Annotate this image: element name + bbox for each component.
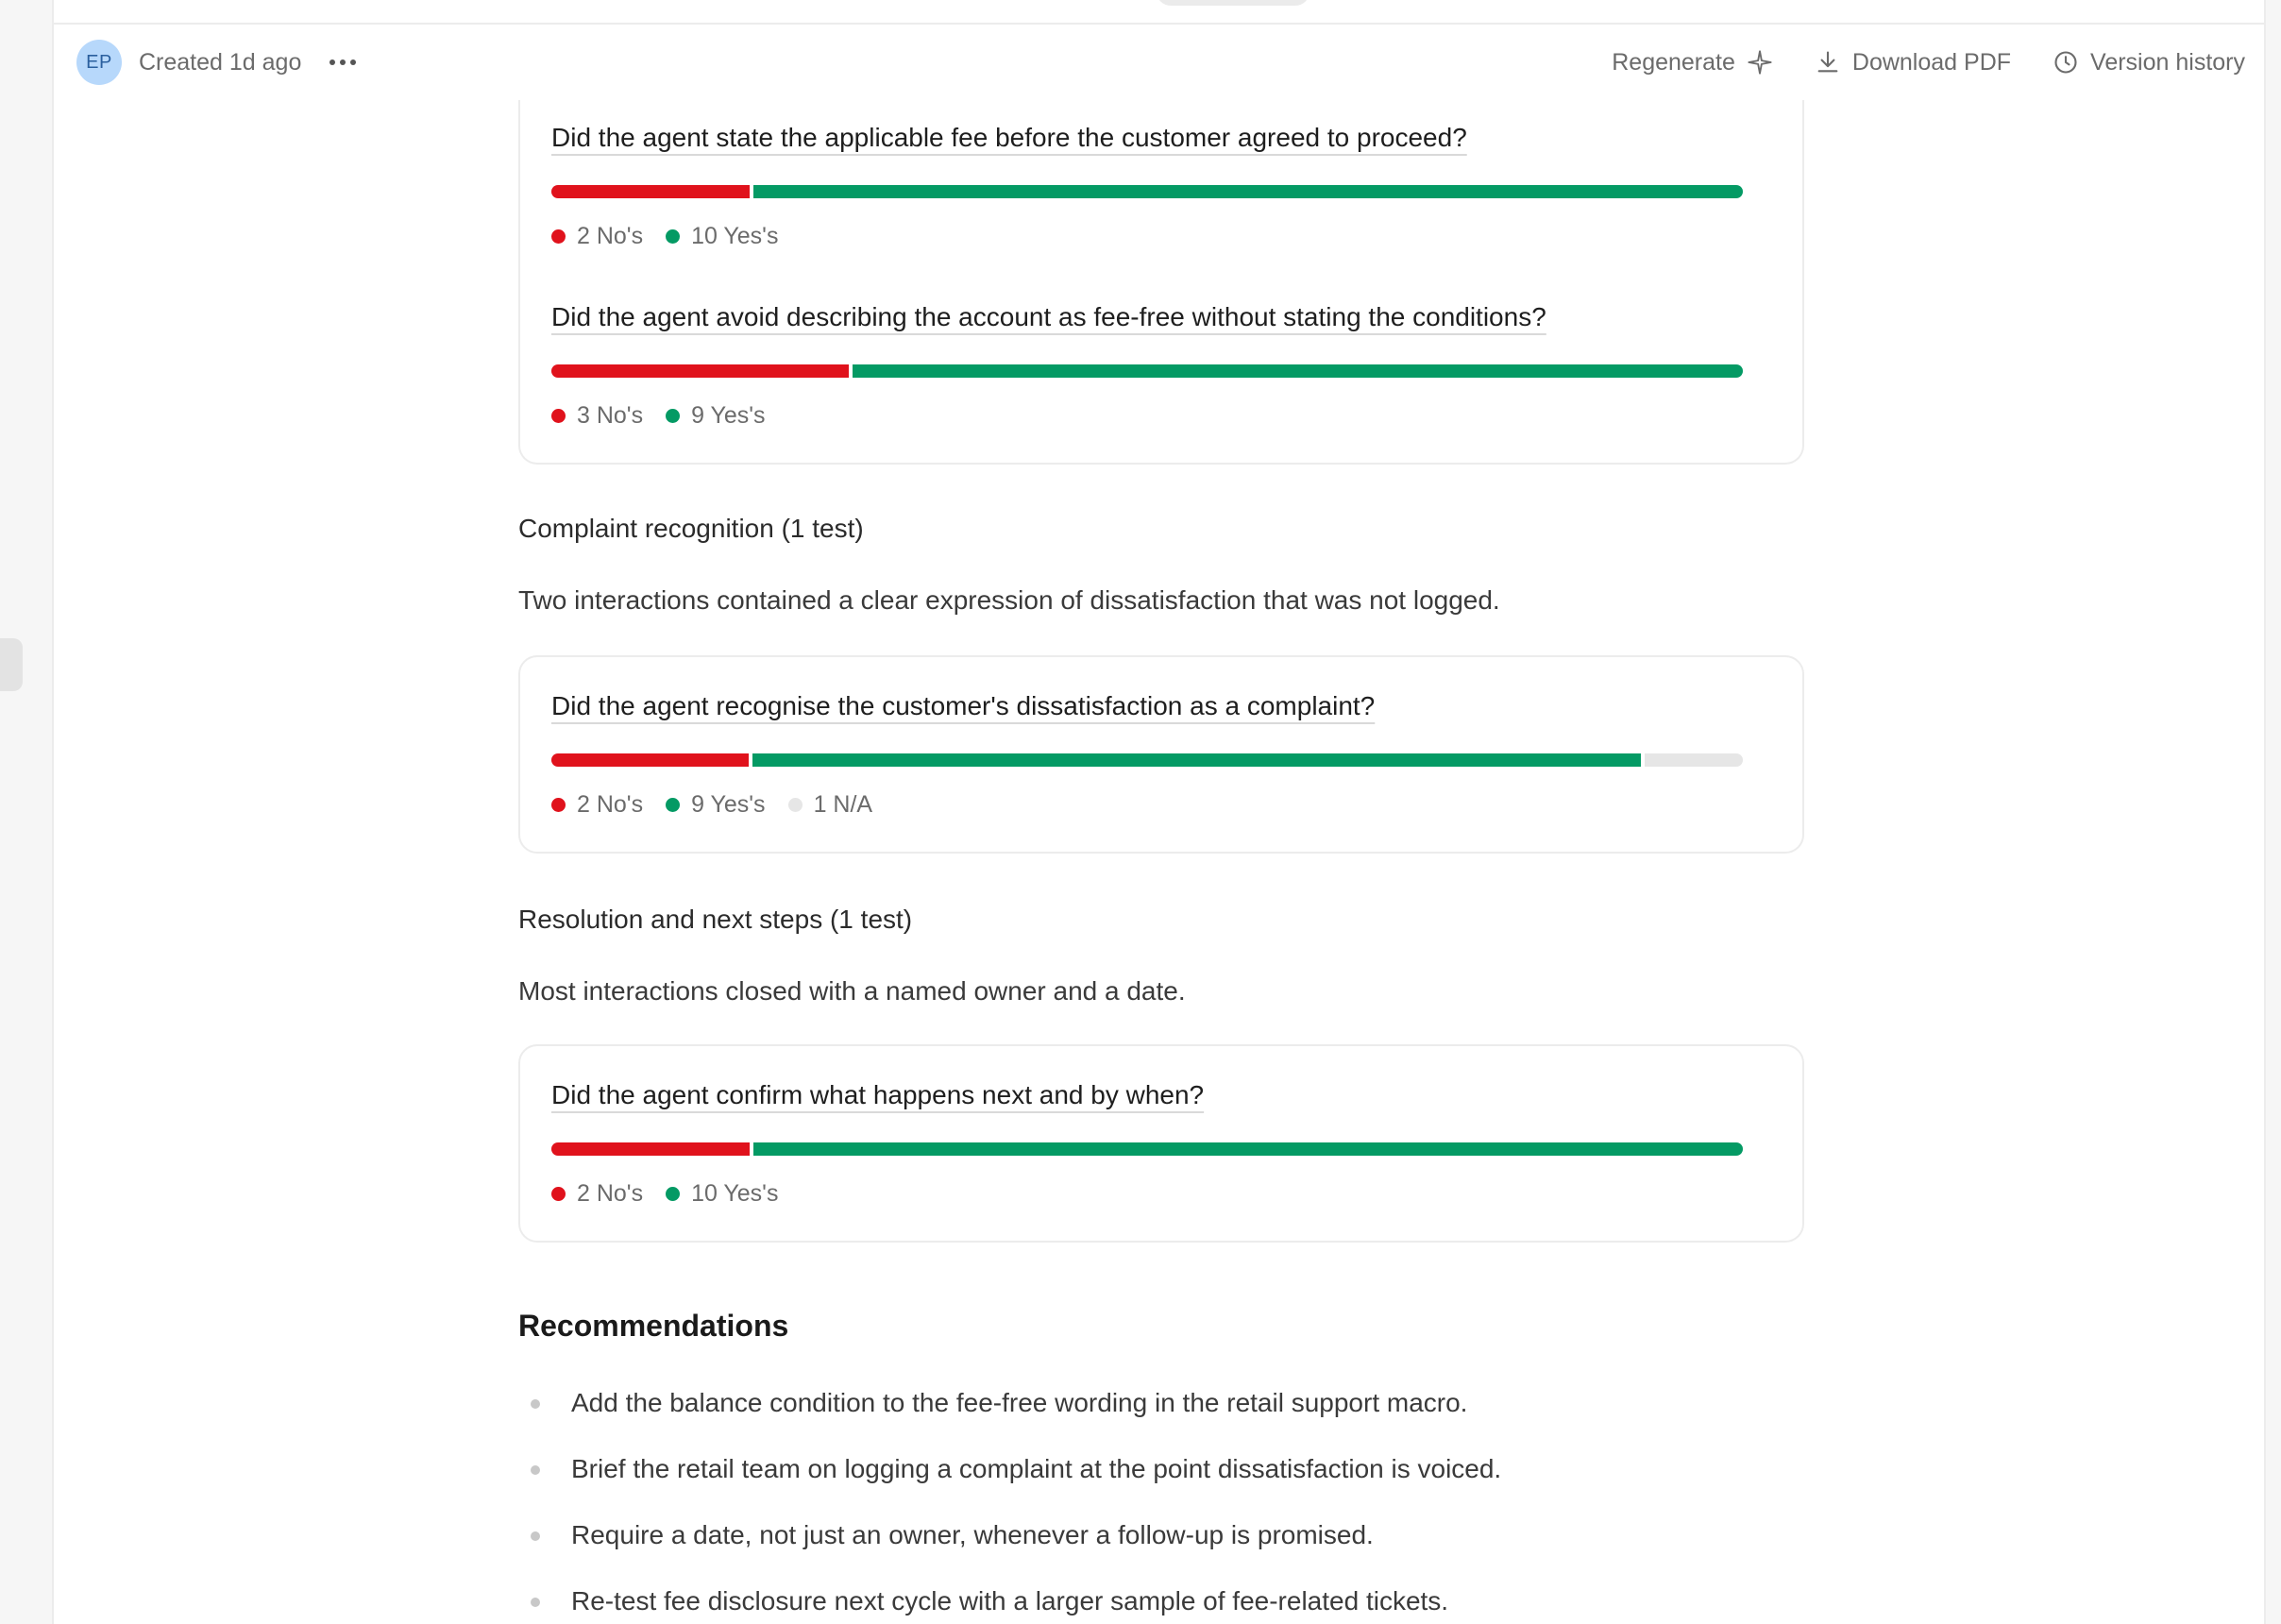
no-segment xyxy=(551,185,750,198)
question-card xyxy=(518,100,1804,465)
download-label: Download PDF xyxy=(1851,48,2012,76)
no-dot-icon xyxy=(551,798,566,812)
version-history-label: Version history xyxy=(2090,48,2245,76)
yes-segment xyxy=(753,1142,1743,1156)
question-text[interactable]: Did the agent recognise the customer's dissatisfaction as a complaint? xyxy=(551,691,1376,720)
no-dot-icon xyxy=(551,409,566,423)
legend-yes: 10 Yes's xyxy=(666,1180,778,1208)
legend-no: 2 No's xyxy=(551,1180,643,1208)
report-panel xyxy=(52,0,2266,1624)
result-bar xyxy=(551,364,1743,378)
created-timestamp: Created 1d ago xyxy=(139,48,302,76)
download-pdf-button[interactable] xyxy=(1815,49,2011,76)
result-legend xyxy=(551,402,766,430)
result-legend xyxy=(551,791,872,819)
yes-dot-icon xyxy=(666,409,680,423)
na-segment xyxy=(1645,753,1744,767)
version-history-button[interactable] xyxy=(2053,49,2245,76)
section-description: Two interactions contained a clear expression of dissatisfaction that was not logged. xyxy=(518,585,1500,615)
na-dot-icon xyxy=(788,798,803,812)
list-item: Brief the retail team on logging a complaint at the point dissatisfaction is voiced. xyxy=(518,1454,1501,1520)
yes-dot-icon xyxy=(666,229,680,244)
section-title: Complaint recognition (1 test) xyxy=(518,514,864,543)
result-bar xyxy=(551,185,1743,198)
no-segment xyxy=(551,364,849,378)
section-description: Most interactions closed with a named owner and a date. xyxy=(518,976,1186,1006)
yes-segment xyxy=(853,364,1744,378)
no-segment xyxy=(551,753,749,767)
report-toolbar xyxy=(54,25,2264,100)
legend-yes: 9 Yes's xyxy=(666,791,765,819)
legend-no: 2 No's xyxy=(551,791,643,819)
list-item: Add the balance condition to the fee-free wording in the retail support macro. xyxy=(518,1388,1501,1454)
regenerate-button[interactable] xyxy=(1612,49,1773,76)
result-bar xyxy=(551,1142,1743,1156)
yes-segment xyxy=(752,753,1641,767)
no-dot-icon xyxy=(551,1187,566,1201)
clock-icon xyxy=(2053,49,2079,76)
recommendations-heading: Recommendations xyxy=(518,1309,789,1343)
result-bar xyxy=(551,753,1743,767)
question-card xyxy=(518,1044,1804,1243)
sparkle-icon xyxy=(1747,49,1773,76)
more-options-button[interactable] xyxy=(326,48,360,76)
question-card xyxy=(518,655,1804,854)
avatar[interactable]: EP xyxy=(76,40,122,85)
download-icon xyxy=(1815,49,1841,76)
question-text[interactable]: Did the agent state the applicable fee before the customer agreed to proceed? xyxy=(551,123,1467,152)
list-item: Require a date, not just an owner, whenever a follow-up is promised. xyxy=(518,1520,1501,1586)
section-title: Resolution and next steps (1 test) xyxy=(518,905,913,934)
legend-yes: 10 Yes's xyxy=(666,223,778,250)
list-item: Re-test fee disclosure next cycle with a larger sample of fee-related tickets. xyxy=(518,1586,1501,1624)
result-legend xyxy=(551,1180,778,1208)
legend-yes: 9 Yes's xyxy=(666,402,765,430)
yes-dot-icon xyxy=(666,1187,680,1201)
drag-handle[interactable] xyxy=(1157,0,1309,6)
regenerate-label: Regenerate xyxy=(1612,48,1735,76)
recommendations-list xyxy=(518,1388,1501,1624)
ellipsis-icon xyxy=(329,59,335,65)
no-dot-icon xyxy=(551,229,566,244)
legend-no: 3 No's xyxy=(551,402,643,430)
question-text[interactable]: Did the agent avoid describing the account as fee-free without stating the conditions? xyxy=(551,302,1546,331)
no-segment xyxy=(551,1142,750,1156)
side-panel-handle[interactable] xyxy=(0,638,23,691)
question-text[interactable]: Did the agent confirm what happens next and by when? xyxy=(551,1080,1205,1109)
yes-segment xyxy=(753,185,1743,198)
result-legend xyxy=(551,223,778,250)
yes-dot-icon xyxy=(666,798,680,812)
legend-no: 2 No's xyxy=(551,223,643,250)
legend-na: 1 N/A xyxy=(788,791,873,819)
